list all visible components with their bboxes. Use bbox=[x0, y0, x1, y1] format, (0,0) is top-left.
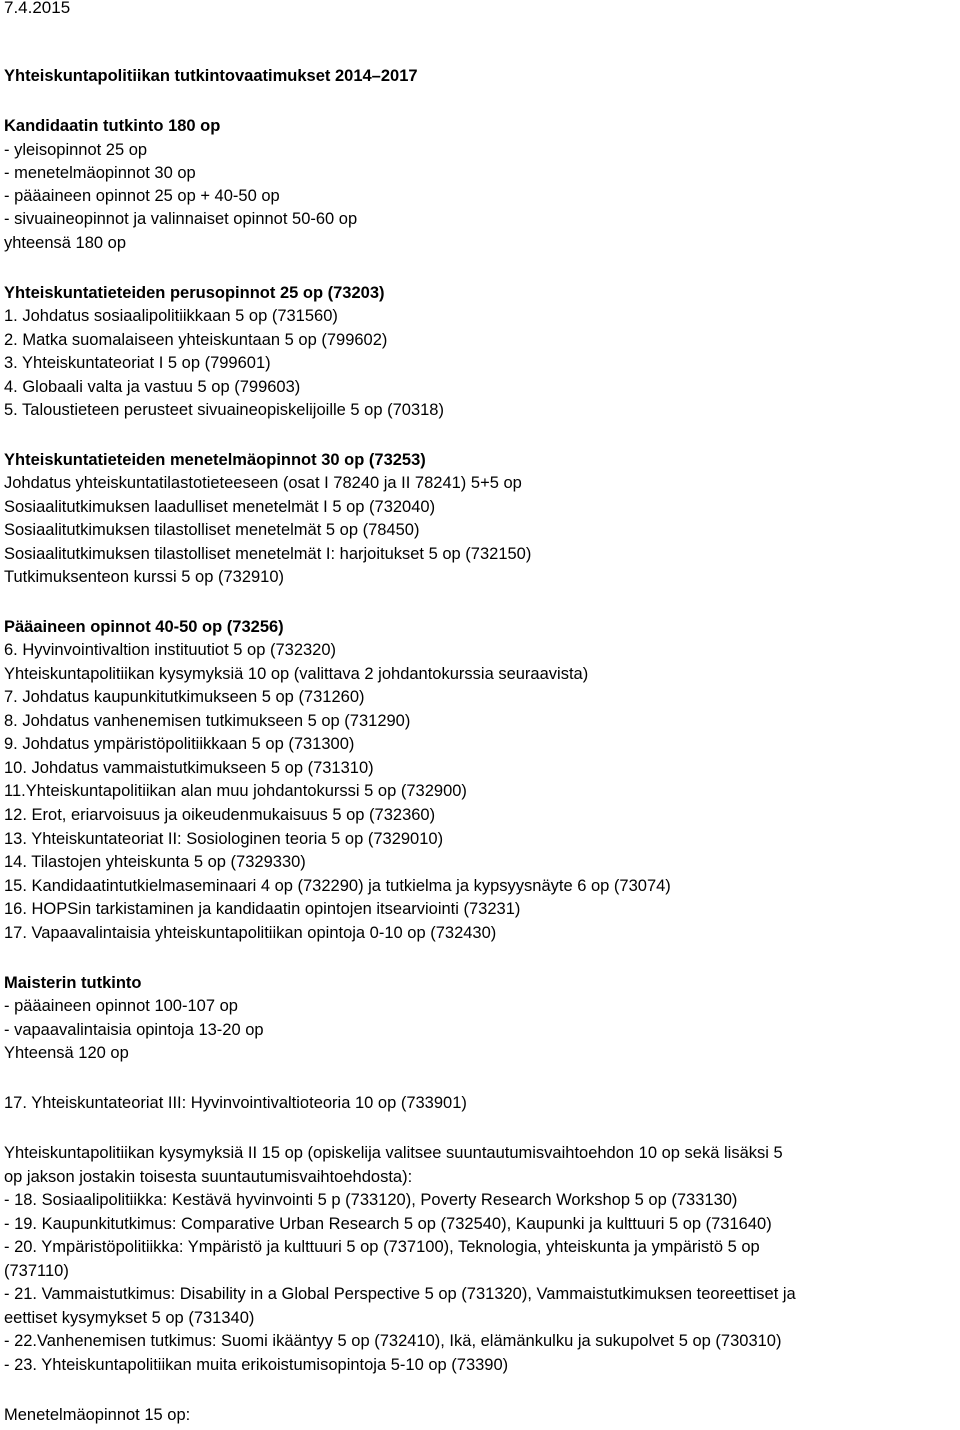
basic-studies-item: 3. Yhteiskuntateoriat I 5 op (799601) bbox=[4, 354, 271, 372]
major-item: 6. Hyvinvointivaltion instituutiot 5 op (732320) bbox=[4, 641, 337, 659]
methods-item: Sosiaalitutkimuksen laadulliset menetelmät I 5 op (732040) bbox=[4, 498, 436, 516]
methods-heading: Yhteiskuntatieteiden menetelmäopinnot 30 op (73253) bbox=[4, 451, 426, 469]
basic-studies-item: 5. Taloustieteen perusteet sivuaineopiskelijoille 5 op (70318) bbox=[4, 401, 444, 419]
basic-studies-heading: Yhteiskuntatieteiden perusopinnot 25 op (73203) bbox=[4, 284, 385, 302]
questions-intro-cont: op jakson jostakin toisesta suuntautumisvaihtoehdosta): bbox=[4, 1168, 413, 1186]
master-theory-course: 17. Yhteiskuntateoriat III: Hyvinvointivaltioteoria 10 op (733901) bbox=[4, 1094, 467, 1112]
basic-studies-item: 2. Matka suomalaiseen yhteiskuntaan 5 op (799602) bbox=[4, 331, 388, 349]
major-heading: Pääaineen opinnot 40-50 op (73256) bbox=[4, 618, 284, 636]
major-item: 16. HOPSin tarkistaminen ja kandidaatin opintojen itsearviointi (73231) bbox=[4, 900, 521, 918]
methods-footer: Menetelmäopinnot 15 op: bbox=[4, 1406, 191, 1424]
major-item: Yhteiskuntapolitiikan kysymyksiä 10 op (valittava 2 johdantokurssia seuraavista) bbox=[4, 665, 589, 683]
bachelor-item: - yleisopinnot 25 op bbox=[4, 141, 148, 159]
master-heading: Maisterin tutkinto bbox=[4, 974, 142, 992]
questions-item: - 20. Ympäristöpolitiikka: Ympäristö ja kulttuuri 5 op (737100), Teknologia, yhteiskunta ja ympäristö 5 op bbox=[4, 1238, 760, 1256]
major-item: 17. Vapaavalintaisia yhteiskuntapolitiikan opintoja 0-10 op (732430) bbox=[4, 924, 497, 942]
bachelor-item: - pääaineen opinnot 25 op + 40-50 op bbox=[4, 187, 280, 205]
major-item: 15. Kandidaatintutkielmaseminaari 4 op (732290) ja tutkielma ja kypsyysnäyte 6 op (73074) bbox=[4, 877, 671, 895]
major-item: 8. Johdatus vanhenemisen tutkimukseen 5 op (731290) bbox=[4, 712, 411, 730]
master-item: - pääaineen opinnot 100-107 op bbox=[4, 997, 238, 1015]
methods-item: Sosiaalitutkimuksen tilastolliset menetelmät I: harjoitukset 5 op (732150) bbox=[4, 545, 532, 563]
major-item: 11.Yhteiskuntapolitiikan alan muu johdantokurssi 5 op (732900) bbox=[4, 782, 467, 800]
questions-item: - 22.Vanhenemisen tutkimus: Suomi ikääntyy 5 op (732410), Ikä, elämänkulku ja sukupolvet 5 op (730310) bbox=[4, 1332, 782, 1350]
questions-intro: Yhteiskuntapolitiikan kysymyksiä II 15 op (opiskelija valitsee suuntautumisvaihtoehdon 10 op sekä lisäksi 5 bbox=[4, 1144, 783, 1162]
basic-studies-item: 1. Johdatus sosiaalipolitiikkaan 5 op (731560) bbox=[4, 307, 338, 325]
basic-studies-item: 4. Globaali valta ja vastuu 5 op (799603) bbox=[4, 378, 301, 396]
major-item: 12. Erot, eriarvoisuus ja oikeudenmukaisuus 5 op (732360) bbox=[4, 806, 436, 824]
questions-item-cont: eettiset kysymykset 5 op (731340) bbox=[4, 1309, 255, 1327]
document-date: 7.4.2015 bbox=[4, 0, 71, 17]
questions-item: - 21. Vammaistutkimus: Disability in a Global Perspective 5 op (731320), Vammaistutkimuksen teoreettiset ja bbox=[4, 1285, 796, 1303]
methods-item: Johdatus yhteiskuntatilastotieteeseen (osat I 78240 ja II 78241) 5+5 op bbox=[4, 474, 522, 492]
bachelor-heading: Kandidaatin tutkinto 180 op bbox=[4, 117, 221, 135]
bachelor-item: - sivuaineopinnot ja valinnaiset opinnot 50-60 op bbox=[4, 210, 358, 228]
major-item: 13. Yhteiskuntateoriat II: Sosiologinen teoria 5 op (7329010) bbox=[4, 830, 444, 848]
document-title: Yhteiskuntapolitiikan tutkintovaatimukset 2014–2017 bbox=[4, 67, 418, 85]
major-item: 7. Johdatus kaupunkitutkimukseen 5 op (731260) bbox=[4, 688, 365, 706]
bachelor-item: yhteensä 180 op bbox=[4, 234, 127, 252]
questions-item-cont: (737110) bbox=[4, 1262, 69, 1280]
major-item: 10. Johdatus vammaistutkimukseen 5 op (731310) bbox=[4, 759, 374, 777]
questions-item: - 19. Kaupunkitutkimus: Comparative Urban Research 5 op (732540), Kaupunki ja kulttuuri 5 op (731640) bbox=[4, 1215, 772, 1233]
major-item: 9. Johdatus ympäristöpolitiikkaan 5 op (731300) bbox=[4, 735, 355, 753]
master-item: Yhteensä 120 op bbox=[4, 1044, 129, 1062]
methods-item: Sosiaalitutkimuksen tilastolliset menetelmät 5 op (78450) bbox=[4, 521, 420, 539]
questions-item: - 18. Sosiaalipolitiikka: Kestävä hyvinvointi 5 p (733120), Poverty Research Workshop 5 op (733130) bbox=[4, 1191, 738, 1209]
major-item: 14. Tilastojen yhteiskunta 5 op (7329330) bbox=[4, 853, 306, 871]
questions-item: - 23. Yhteiskuntapolitiikan muita erikoistumisopintoja 5-10 op (73390) bbox=[4, 1356, 509, 1374]
methods-item: Tutkimuksenteon kurssi 5 op (732910) bbox=[4, 568, 285, 586]
master-item: - vapaavalintaisia opintoja 13-20 op bbox=[4, 1021, 264, 1039]
bachelor-item: - menetelmäopinnot 30 op bbox=[4, 164, 196, 182]
